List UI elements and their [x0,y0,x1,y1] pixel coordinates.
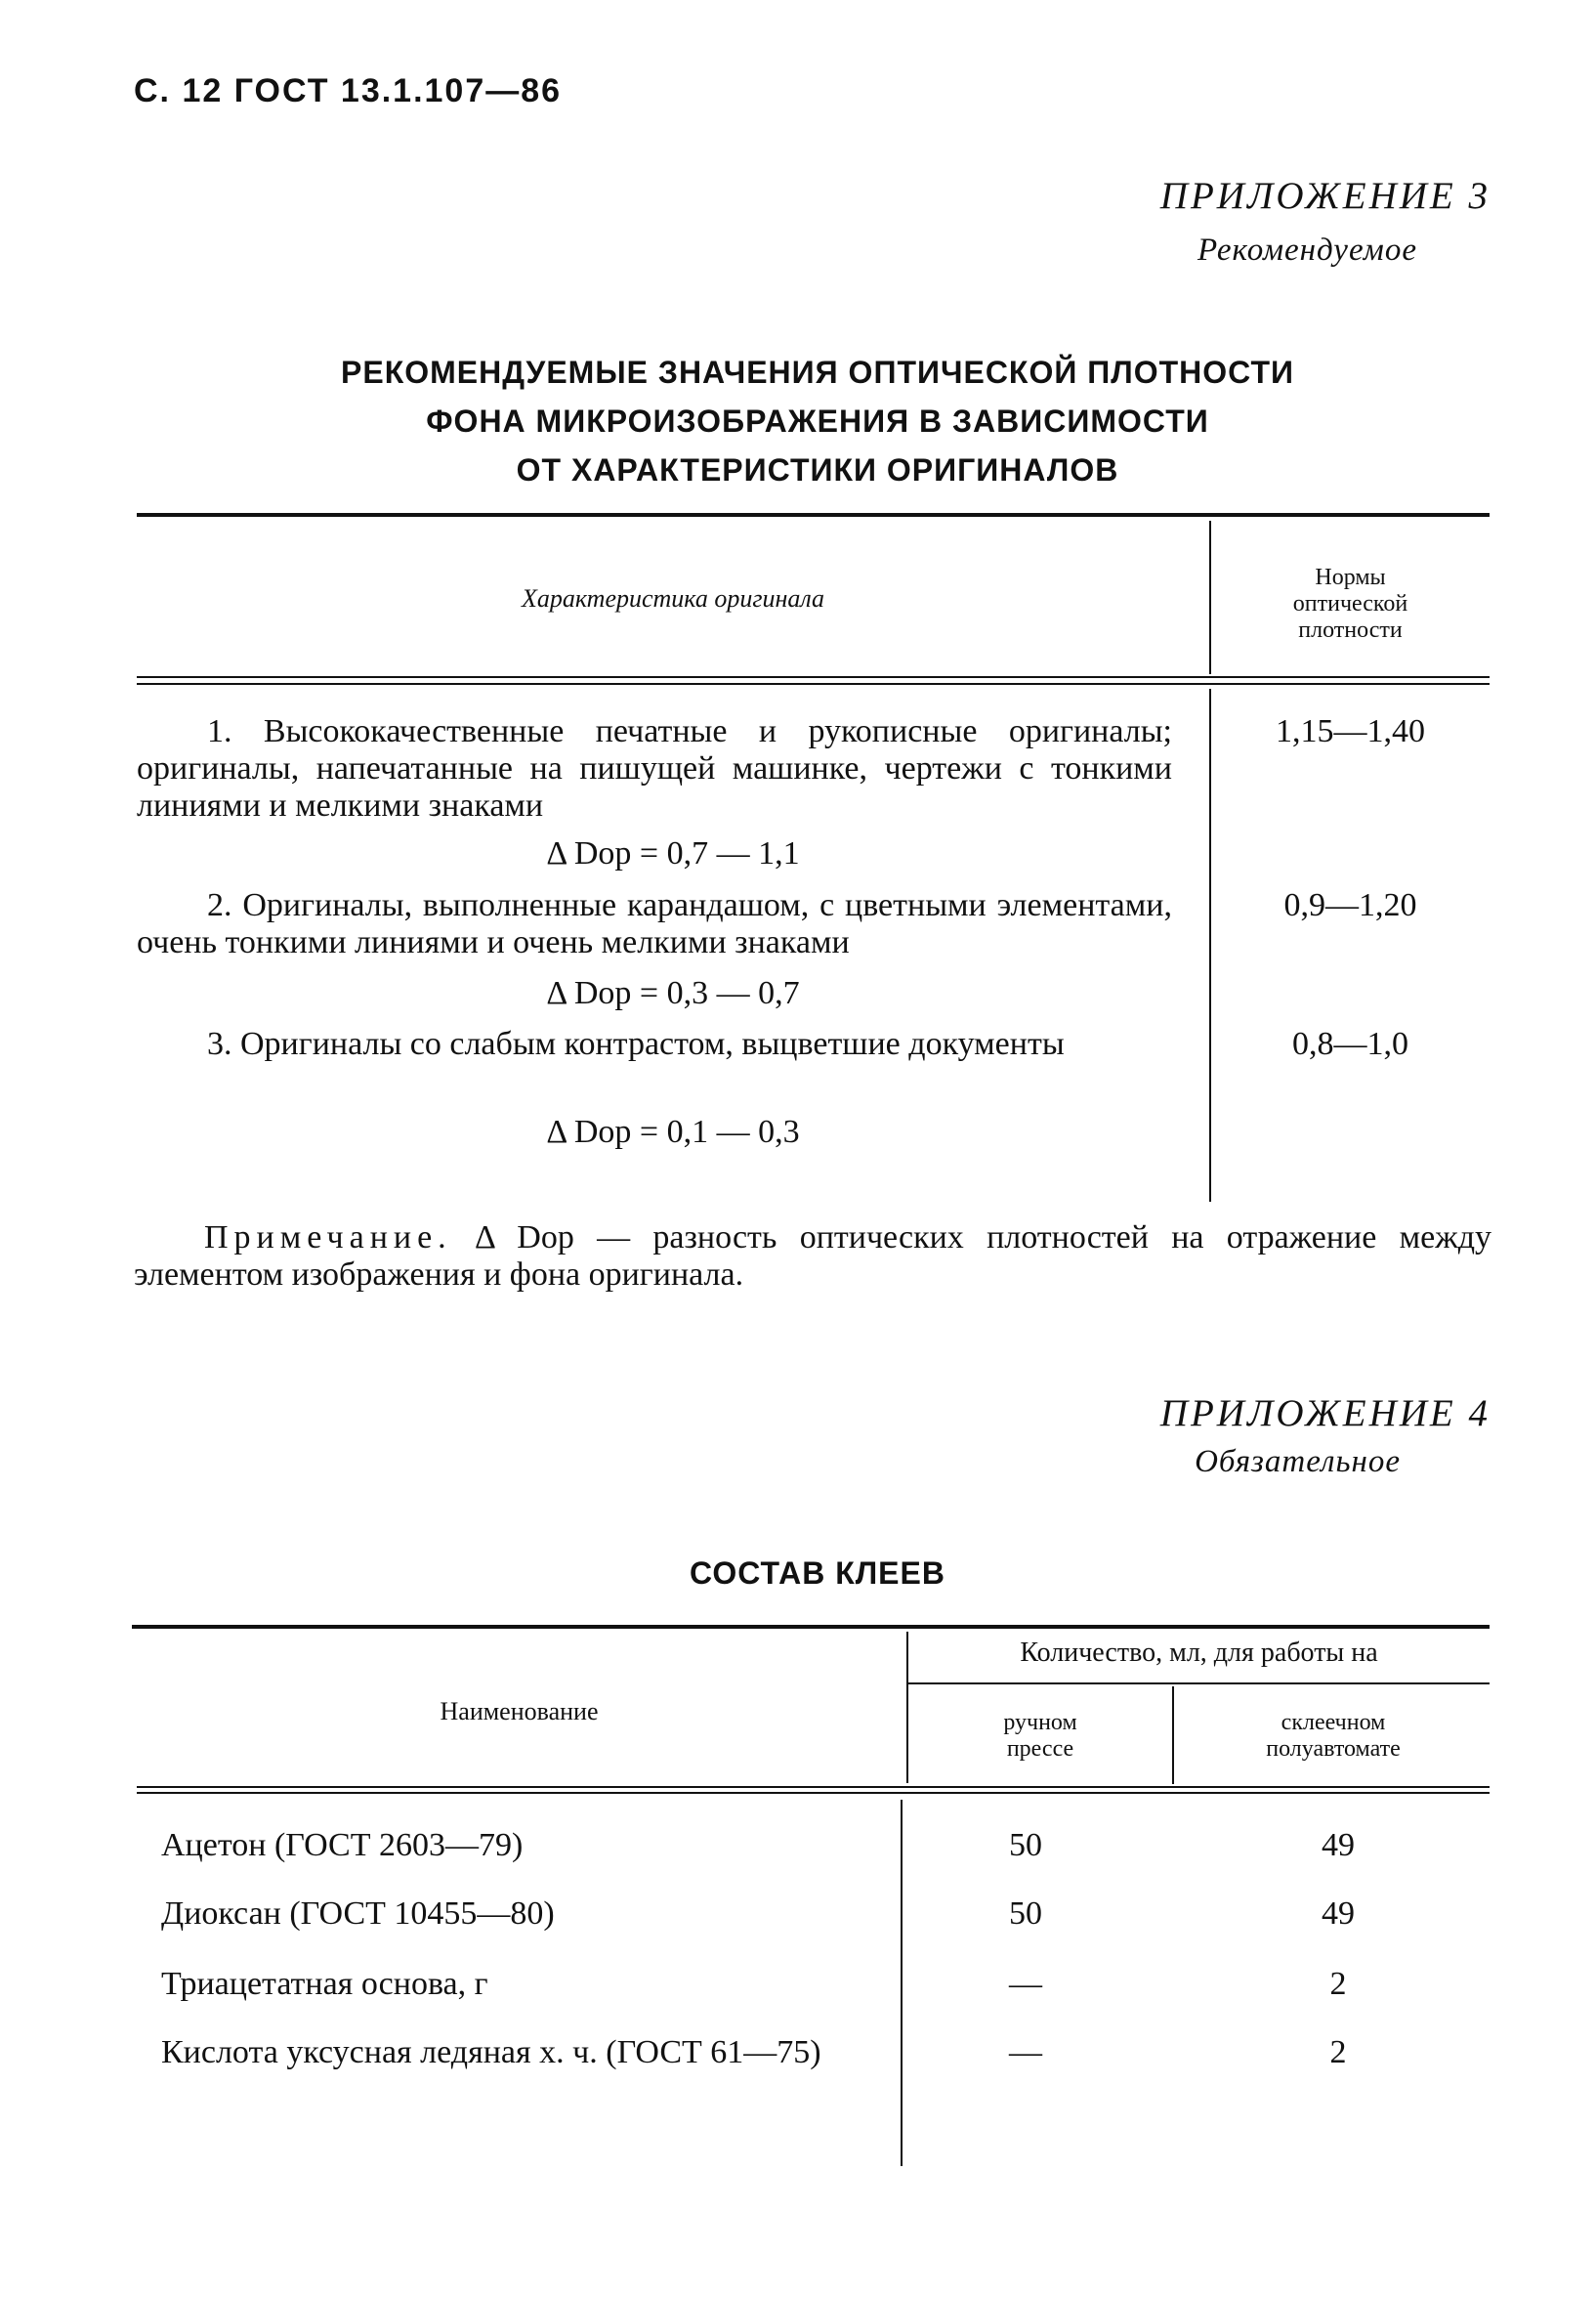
table1-col-divider-body [1209,689,1211,1202]
table1-row-formula: Δ Dор = 0,3 — 0,7 [546,975,800,1011]
table2-header-rule [137,1786,1490,1788]
table2-row-semi: 2 [1329,2034,1347,2070]
table2-header-rule2 [137,1792,1490,1794]
appendix3-note [134,1219,1491,1294]
appendix4-status: Обязательное [1195,1444,1401,1479]
table2-row-semi: 49 [1322,1827,1355,1863]
table2-body-divider [901,1800,903,2166]
table2-row-name: Триацетатная основа, г [161,1966,488,2002]
appendix3-status: Рекомендуемое [1197,233,1417,268]
table1-top-rule [137,513,1490,517]
table2-col-divider-2 [1172,1686,1174,1784]
table2-sub-header-manual: ручном прессе [1003,1710,1077,1762]
col2-header-line: плотности [1298,617,1403,643]
table2-group-header: Количество, мл, для работы на [1020,1638,1378,1668]
note-label: Примечание. [204,1219,452,1255]
table2-row-semi: 2 [1329,1966,1347,2002]
table2-row-manual: — [1009,1966,1042,2002]
table1-row-text: 2. Оригиналы, выполненные карандашом, с цветными элементами, очень тонкими линиями и очень мелкими знаками [137,887,1172,960]
table1-row-norm: 1,15—1,40 [1276,713,1425,749]
table1-col1-header: Характеристика оригинала [521,584,825,613]
col2-header-line: Нормы [1315,565,1386,590]
table2-row-name: Диоксан (ГОСТ 10455—80) [161,1895,555,1932]
table1-header-rule [137,676,1490,678]
table1-row-norm: 0,9—1,20 [1283,887,1417,923]
table1-row-text: 3. Оригиналы со слабым контрастом, выцветшие документы [207,1026,1065,1062]
table2-group-rule [908,1682,1490,1684]
table1-row-formula: Δ Dор = 0,7 — 1,1 [546,835,800,872]
table1-header-rule2 [137,683,1490,685]
table2-row-manual: 50 [1009,1895,1042,1932]
table2-sub-header-semi: склеечном полуавтомате [1266,1710,1401,1762]
table1-row-text: 1. Высококачественные печатные и рукописные оригиналы; оригиналы, напечатанные на пишущей машинке, чертежи с тонкими линиями и мелкими знаками [137,713,1172,824]
table2-row-name: Кислота уксусная ледяная х. ч. (ГОСТ 61—75) [161,2034,821,2070]
heading-line: ФОНА МИКРОИЗОБРАЖЕНИЯ В ЗАВИСИМОСТИ [426,404,1209,439]
table2-top-rule [132,1625,1490,1629]
appendix4-title: ПРИЛОЖЕНИЕ 4 [1159,1392,1491,1434]
table1-row-formula: Δ Dор = 0,1 — 0,3 [546,1114,800,1150]
table2-row-name: Ацетон (ГОСТ 2603—79) [161,1827,524,1863]
table2-row-manual: 50 [1009,1827,1042,1863]
table2-name-header: Наименование [440,1697,599,1725]
table2-row-manual: — [1009,2034,1042,2070]
table1-row-norm: 0,8—1,0 [1292,1026,1408,1062]
heading-line: РЕКОМЕНДУЕМЫЕ ЗНАЧЕНИЯ ОПТИЧЕСКОЙ ПЛОТНОСТИ [341,355,1294,390]
note-text: Δ Dор — разность оптических плотностей на отражение между элементом изображения и фона оригинала. [134,1219,1492,1293]
page-header: С. 12 ГОСТ 13.1.107—86 [134,72,563,109]
col2-header-line: оптической [1292,591,1408,617]
table2-row-semi: 49 [1322,1895,1355,1932]
appendix3-heading [134,348,1501,494]
appendix3-title: ПРИЛОЖЕНИЕ 3 [1159,175,1491,217]
heading-line: ОТ ХАРАКТЕРИСТИКИ ОРИГИНАЛОВ [516,452,1119,488]
appendix4-heading: СОСТАВ КЛЕЕВ [690,1555,945,1591]
table1-col2-header [1211,565,1490,644]
